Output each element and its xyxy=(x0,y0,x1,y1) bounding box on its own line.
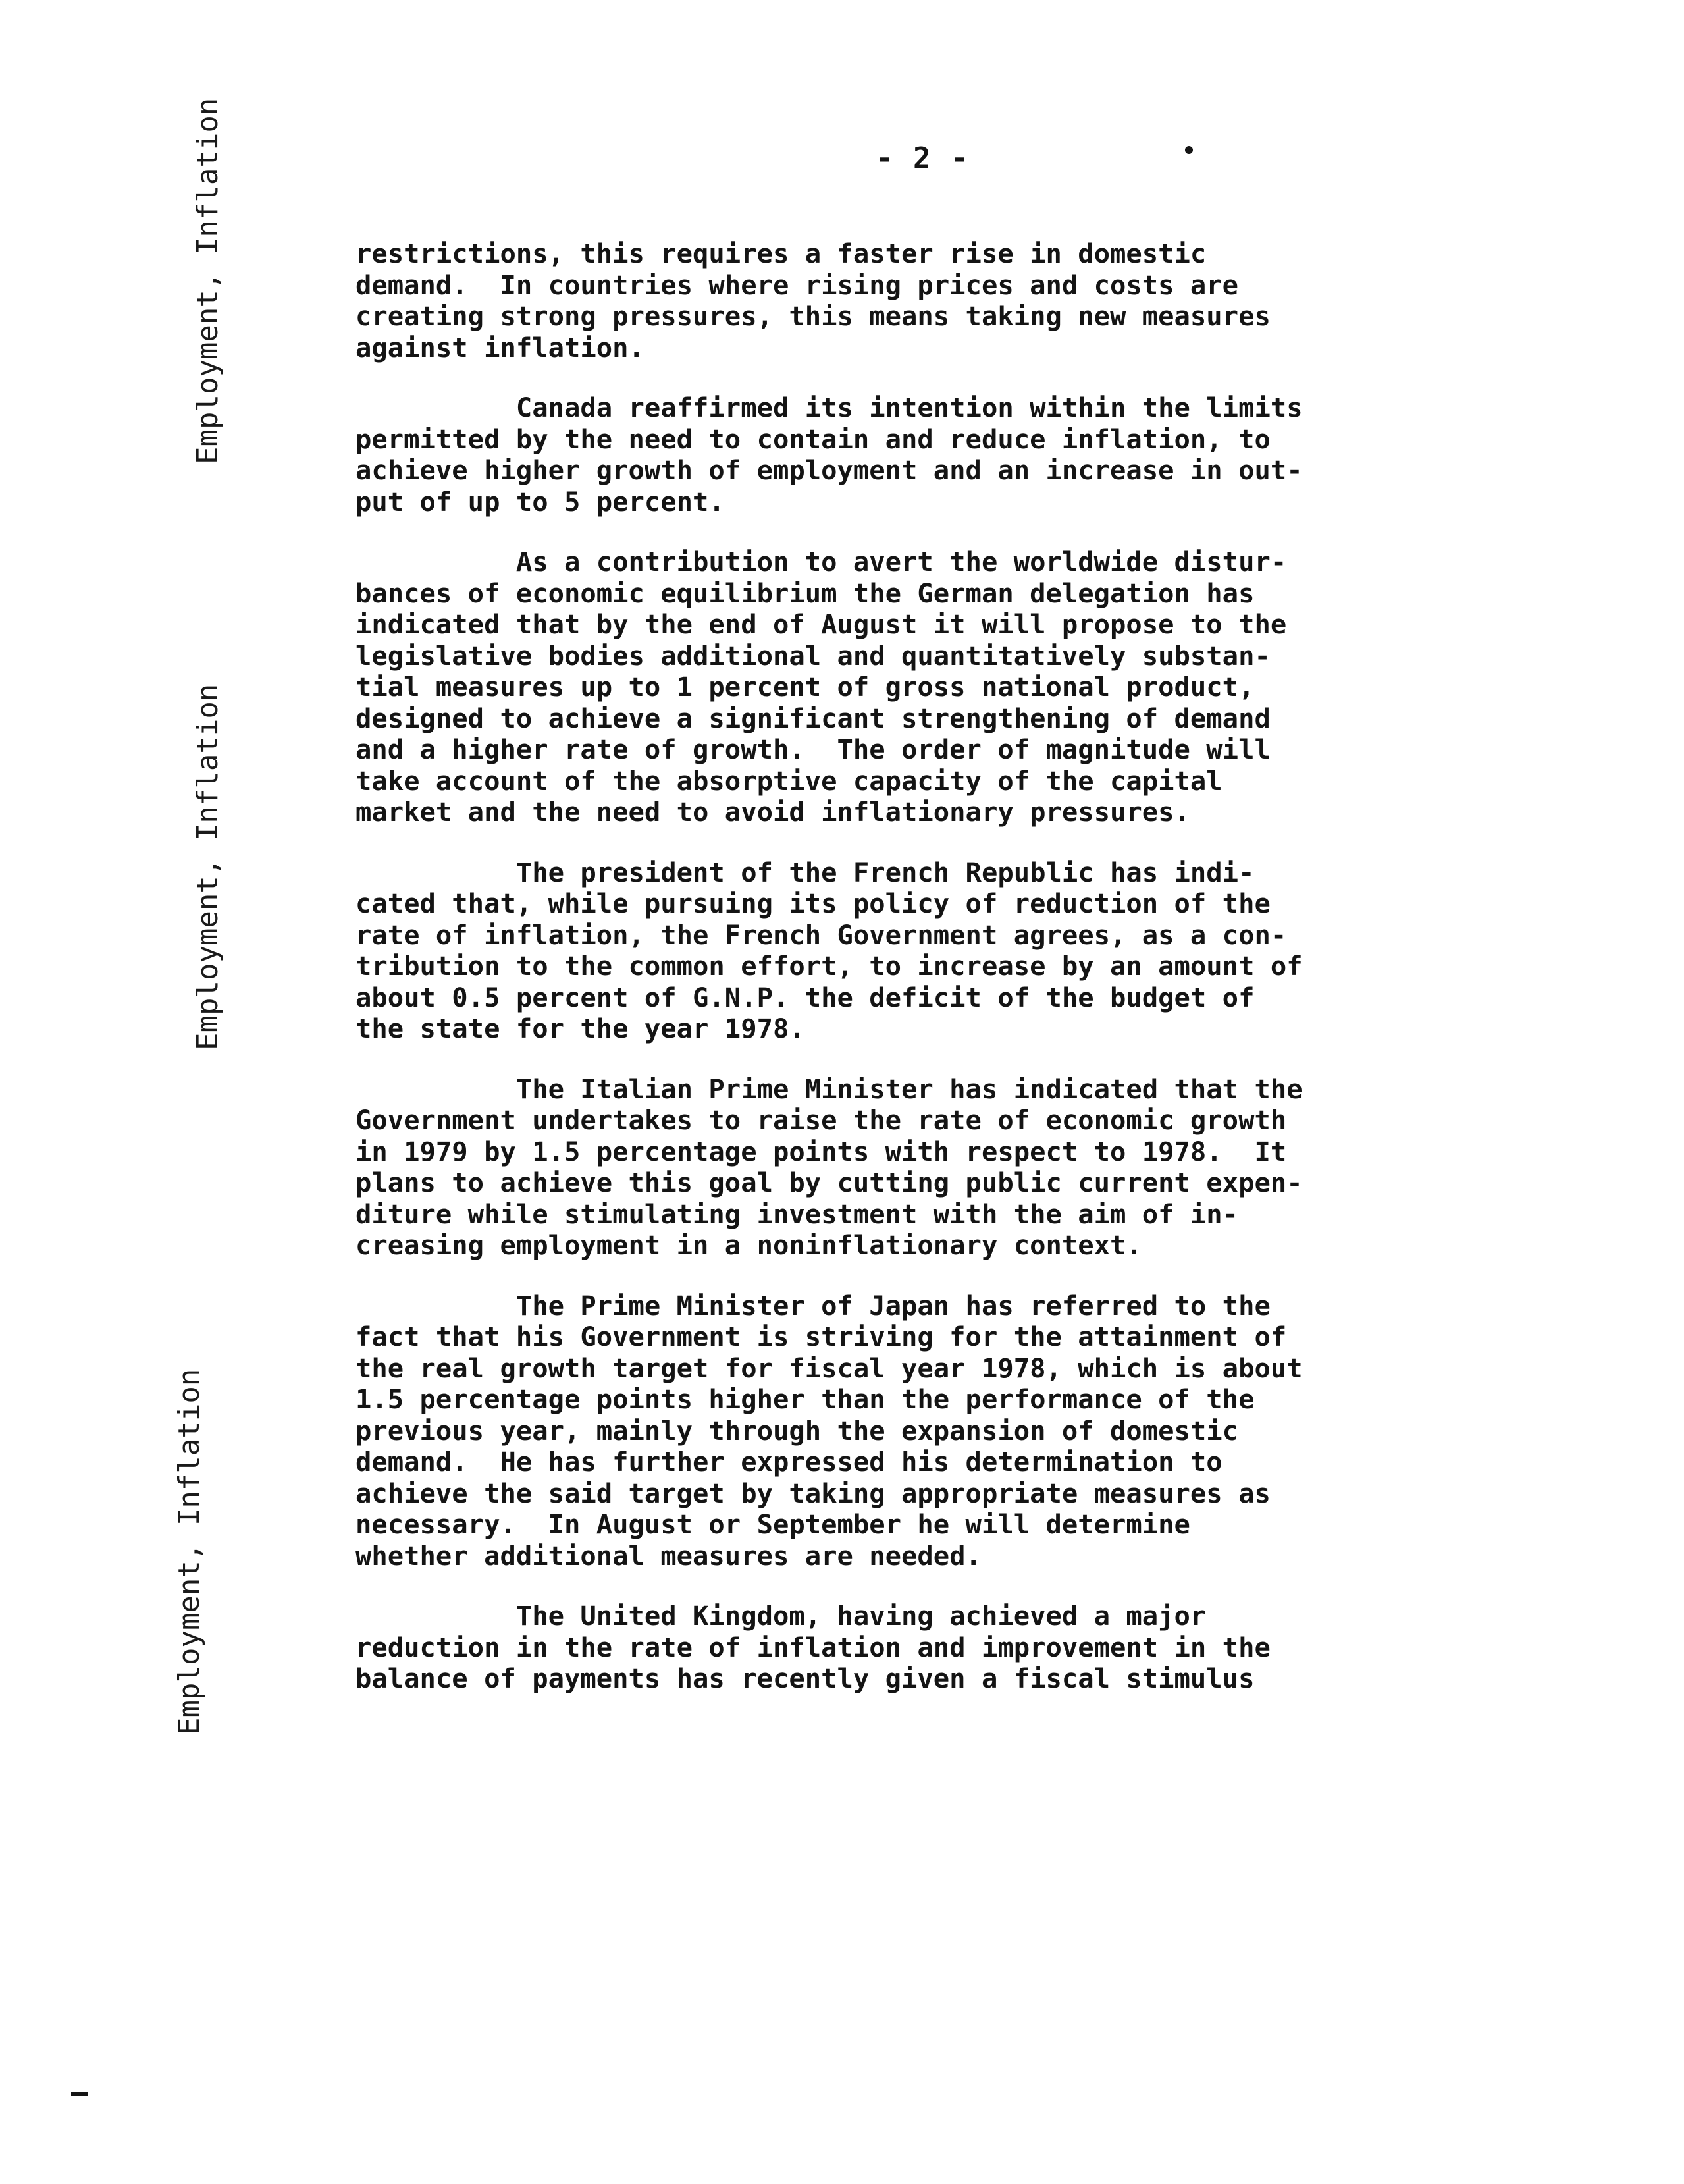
text-line: achieve higher growth of employment and an increase in out- xyxy=(355,454,1303,486)
text-line: take account of the absorptive capacity of the capital xyxy=(355,764,1223,797)
text-line: put of up to 5 percent. xyxy=(355,485,725,518)
paragraph-germany xyxy=(355,546,1514,828)
text-line: about 0.5 percent of G.N.P. the deficit of the budget of xyxy=(355,981,1255,1013)
text-line: the real growth target for fiscal year 1978, which is about xyxy=(355,1352,1303,1384)
text-line: creasing employment in a noninflationary context. xyxy=(355,1229,1142,1261)
text-line: necessary. In August or September he will determine xyxy=(355,1508,1190,1540)
stray-dot xyxy=(1185,146,1193,154)
text-line: whether additional measures are needed. xyxy=(355,1539,982,1572)
text-line: The Italian Prime Minister has indicated that the xyxy=(355,1073,1303,1105)
paragraph-france xyxy=(355,857,1514,1045)
text-line: legislative bodies additional and quantitatively substan- xyxy=(355,639,1271,672)
text-line: balance of payments has recently given a fiscal stimulus xyxy=(355,1663,1255,1694)
text-line: The United Kingdom, having achieved a major xyxy=(355,1600,1207,1632)
text-line: Canada reaffirmed its intention within the limits xyxy=(355,392,1303,423)
text-line: rate of inflation, the French Government agrees, as a con- xyxy=(355,919,1287,951)
text-line: 1.5 percentage points higher than the performance of the xyxy=(355,1383,1255,1415)
document-body xyxy=(355,238,1514,1724)
text-line: permitted by the need to contain and reduce inflation, to xyxy=(355,423,1271,455)
paragraph-canada xyxy=(355,392,1514,518)
text-line: restrictions, this requires a faster rise in domestic xyxy=(355,238,1207,269)
text-line: bances of economic equilibrium the German delegation has xyxy=(355,577,1255,609)
text-line: reduction in the rate of inflation and improvement in the xyxy=(355,1631,1271,1663)
text-line: indicated that by the end of August it will propose to the xyxy=(355,608,1287,640)
text-line: creating strong pressures, this means taking new measures xyxy=(355,300,1271,332)
paragraph xyxy=(355,238,1514,363)
margin-label-employment-inflation: Employment, Inflation xyxy=(191,683,224,1050)
paragraph-united-kingdom xyxy=(355,1601,1514,1695)
text-line: demand. In countries where rising prices and costs are xyxy=(355,269,1239,301)
text-line: in 1979 by 1.5 percentage points with respect to 1978. It xyxy=(355,1135,1287,1167)
text-line: The president of the French Republic has indi- xyxy=(355,856,1255,888)
paragraph-japan xyxy=(355,1291,1514,1572)
text-line: diture while stimulating investment with the aim of in- xyxy=(355,1198,1239,1230)
text-line: The Prime Minister of Japan has referred to the xyxy=(355,1289,1271,1321)
text-line: against inflation. xyxy=(355,331,645,363)
scan-edge-mark xyxy=(71,2092,88,2096)
text-line: As a contribution to avert the worldwide distur- xyxy=(355,546,1287,577)
text-line: demand. He has further expressed his determination to xyxy=(355,1446,1223,1478)
text-line: tribution to the common effort, to increase by an amount of xyxy=(355,950,1303,982)
text-line: tial measures up to 1 percent of gross national product, xyxy=(355,671,1255,703)
margin-label-employment-inflation: Employment, Inflation xyxy=(172,1368,206,1735)
margin-label-employment-inflation: Employment, Inflation xyxy=(191,97,224,464)
page-number: - 2 - xyxy=(876,142,970,175)
text-line: and a higher rate of growth. The order of magnitude will xyxy=(355,733,1271,765)
text-line: Government undertakes to raise the rate of economic growth xyxy=(355,1104,1287,1136)
text-line: achieve the said target by taking appropriate measures as xyxy=(355,1477,1271,1509)
text-line: the state for the year 1978. xyxy=(355,1013,805,1044)
text-line: cated that, while pursuing its policy of reduction of the xyxy=(355,888,1271,919)
paragraph-italy xyxy=(355,1074,1514,1262)
text-line: previous year, mainly through the expansion of domestic xyxy=(355,1414,1239,1447)
text-line: plans to achieve this goal by cutting public current expen- xyxy=(355,1167,1303,1198)
text-line: fact that his Government is striving for the attainment of xyxy=(355,1321,1287,1352)
text-line: designed to achieve a significant strengthening of demand xyxy=(355,702,1271,734)
text-line: market and the need to avoid inflationary pressures. xyxy=(355,796,1190,828)
